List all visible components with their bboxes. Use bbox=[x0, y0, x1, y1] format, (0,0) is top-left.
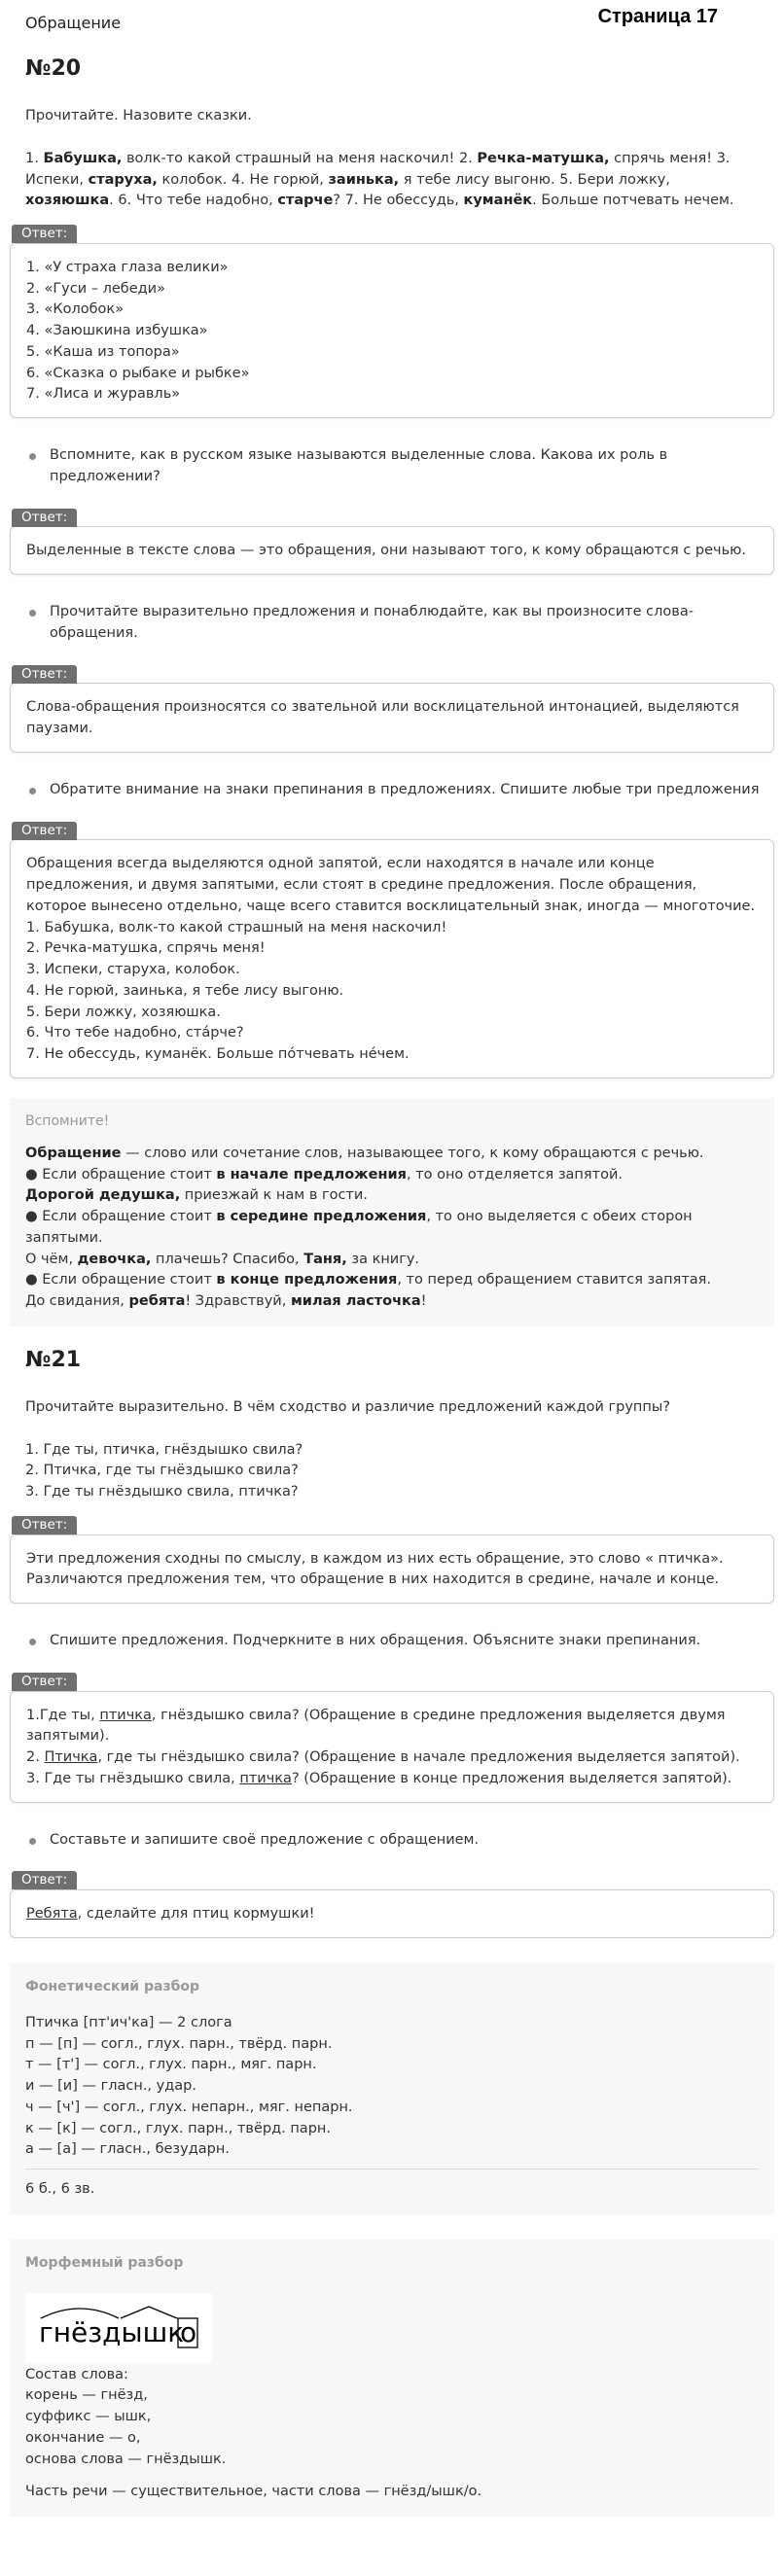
question-text: Прочитайте выразительно предложения и понаблюдайте, как вы произносите слова-обращения. bbox=[50, 604, 694, 641]
answer-line: Выделенные в тексте слова — это обращения, они называют того, к кому обращаются с речью. bbox=[26, 543, 746, 559]
morphemic-line: корень — гнёзд, bbox=[25, 2387, 148, 2404]
answer-box bbox=[10, 1691, 774, 1803]
top-bar bbox=[10, 0, 774, 43]
answer-line: 3. «Колобок» bbox=[26, 301, 125, 318]
morphemic-line: суффикс — ышк, bbox=[25, 2409, 152, 2424]
answer-line: 5. «Каша из топора» bbox=[26, 343, 180, 360]
morpheme-scheme-icon bbox=[31, 2297, 206, 2351]
phonetic-line: т — [т'] — согл., глух. парн., мяг. парн. bbox=[25, 2057, 317, 2073]
morphemic-title: Морфемный разбор bbox=[25, 2254, 184, 2271]
sentence: 3. Где ты гнёздышко свила, птичка? bbox=[25, 1484, 299, 1500]
answer-line: Обращения всегда выделяются одной запятой, если находятся в начале или конце предложения, и двумя запятыми, если стоят в средине предложения. После обращения, которое вынесено отдельно, чаще всего ставится восклицательный знак, иногда — многоточие. bbox=[26, 856, 756, 914]
remember-line: ● Если обращение стоит в середине предложения, то оно выделяется с обеих сторон запятыми. bbox=[25, 1209, 693, 1246]
answer-block bbox=[10, 224, 774, 418]
morphemic-line: Состав слова: bbox=[25, 2366, 128, 2382]
topic-title: Обращение bbox=[25, 14, 122, 32]
answer-box bbox=[10, 1535, 774, 1605]
question-text: Составьте и запишите своё предложение с обращением. bbox=[50, 1831, 480, 1848]
answer-line: 7. «Лиса и журавль» bbox=[26, 386, 181, 403]
question-text: Спишите предложения. Подчеркните в них обращения. Объясните знаки препинания. bbox=[50, 1633, 701, 1648]
question-bullet bbox=[29, 445, 774, 488]
phonetic-line: Птичка [пт'ич'ка] — 2 слога bbox=[25, 2014, 232, 2030]
phonetic-line: ч — [ч'] — согл., глух. непарн., мяг. непарн. bbox=[25, 2099, 353, 2115]
remember-line: До свидания, ребята! Здравствуй, милая ласточка! bbox=[25, 1293, 427, 1309]
morpheme-diagram bbox=[25, 2293, 212, 2363]
question-bullet bbox=[29, 1631, 774, 1652]
phonetic-title: Фонетический разбор bbox=[25, 1978, 200, 1994]
answer-line: 2. «Гуси – лебеди» bbox=[26, 280, 165, 297]
answer-line: 6. «Сказка о рыбаке и рыбке» bbox=[26, 365, 250, 381]
answer-label: Ответ: bbox=[12, 225, 77, 243]
answer-label: Ответ: bbox=[12, 509, 77, 527]
answer-line: 2. Речка-матушка, спрячь меня! bbox=[26, 940, 266, 957]
remember-block bbox=[10, 1098, 774, 1326]
morpheme-word: гнёздышк bbox=[39, 2315, 185, 2348]
morphemic-line: окончание — о, bbox=[25, 2429, 141, 2446]
question-bullet bbox=[29, 780, 774, 801]
answer-box bbox=[10, 243, 774, 418]
bullet-icon bbox=[29, 788, 36, 794]
remember-line: Дорогой дедушка, приезжай к нам в гости. bbox=[25, 1187, 368, 1204]
question-bullet bbox=[29, 1830, 774, 1852]
answer-label: Ответ: bbox=[12, 822, 77, 840]
answer-label: Ответ: bbox=[12, 665, 77, 684]
exercise-20-title: №20 bbox=[25, 56, 82, 81]
sentence: 2. Птичка, где ты гнёздышко свила? bbox=[25, 1463, 299, 1479]
phonetic-analysis bbox=[10, 1963, 774, 2214]
phonetic-line: а — [а] — гласн., безударн. bbox=[25, 2141, 230, 2158]
bullet-icon bbox=[29, 1838, 36, 1845]
phonetic-line: к — [к] — согл., глух. парн., твёрд. парн. bbox=[25, 2120, 331, 2136]
bullet-icon bbox=[29, 1639, 36, 1645]
answer-block bbox=[10, 821, 774, 1078]
exercise-20-task: Прочитайте. Назовите сказки. bbox=[25, 108, 252, 124]
answer-line: Ребята, сделайте для птиц кормушки! bbox=[26, 1906, 315, 1922]
exercise-21-title: №21 bbox=[25, 1347, 82, 1372]
morphemic-line: основа слова — гнёздышк. bbox=[25, 2451, 227, 2467]
exercise-20-text: 1. Бабушка, волк-то какой страшный на меня наскочил! 2. Речка-матушка, спрячь меня! 3. Испеки, старуха, колобок. 4. Не горюй, заинька, я тебе лису выгоню. 5. Бери ложку, хозяюшка. 6. Что тебе надобно, старче? 7. Не обессудь, куманёк. Больше потчевать нечем. bbox=[25, 150, 734, 209]
bullet-icon bbox=[29, 610, 36, 617]
answer-box bbox=[10, 526, 774, 575]
answer-block bbox=[10, 1515, 774, 1604]
bullet-icon bbox=[29, 453, 36, 460]
answer-line: 3. Испеки, старуха, колобок. bbox=[26, 962, 240, 977]
question-text: Обратите внимание на знаки препинания в предложениях. Спишите любые три предложения bbox=[50, 781, 760, 797]
answer-line: 2. Птичка, где ты гнёздышко свила? (Обращение в начале предложения выделяется запятой). bbox=[26, 1749, 740, 1765]
phonetic-summary: 6 б., 6 зв. bbox=[25, 2181, 95, 2197]
remember-line: ● Если обращение стоит в начале предложения, то оно отделяется запятой. bbox=[25, 1166, 623, 1182]
answer-label: Ответ: bbox=[12, 1673, 77, 1691]
morphemic-analysis bbox=[10, 2240, 774, 2517]
answer-line: 5. Бери ложку, хозяюшка. bbox=[26, 1004, 221, 1020]
answer-box bbox=[10, 1889, 774, 1938]
answer-line: Эти предложения сходны по смыслу, в каждом из них есть обращение, это слово « птичка». Различаются предложения тем, что обращение в них находится в средине, начале и конце. bbox=[26, 1550, 724, 1588]
answer-block bbox=[10, 1672, 774, 1803]
answer-line: 4. «Заюшкина избушка» bbox=[26, 323, 208, 338]
exercise-21-task: Прочитайте выразительно. В чём сходство и различие предложений каждой группы? bbox=[25, 1398, 671, 1415]
remember-line: ● Если обращение стоит в конце предложения, то перед обращением ставится запятая. bbox=[25, 1272, 711, 1288]
answer-label: Ответ: bbox=[12, 1516, 77, 1535]
answer-line: 1. «У страха глаза велики» bbox=[26, 259, 229, 275]
morpheme-ending: о bbox=[180, 2315, 197, 2348]
phonetic-line: и — [и] — гласн., удар. bbox=[25, 2078, 196, 2094]
answer-line: 1.Где ты, птичка, гнёздышко свила? (Обращение в средине предложения выделяется двумя запятыми). bbox=[26, 1707, 726, 1745]
answer-label: Ответ: bbox=[12, 1871, 77, 1889]
remember-title: Вспомните! bbox=[25, 1112, 110, 1129]
answer-line: 1. Бабушка, волк-то какой страшный на меня наскочил! bbox=[26, 919, 447, 935]
answer-line: Слова-обращения произносятся со звательной или восклицательной интонацией, выделяются паузами. bbox=[26, 699, 739, 736]
page-number: Страница 17 bbox=[597, 6, 718, 27]
divider bbox=[25, 2169, 759, 2170]
sentence: 1. Где ты, птичка, гнёздышко свила? bbox=[25, 1441, 303, 1458]
phonetic-line: п — [п] — согл., глух. парн., твёрд. парн. bbox=[25, 2035, 333, 2052]
remember-line: О чём, девочка, плачешь? Спасибо, Таня, за книгу. bbox=[25, 1251, 420, 1267]
morphemic-summary: Часть речи — существительное, части слова — гнёзд/ышк/о. bbox=[25, 2484, 482, 2500]
answer-block bbox=[10, 664, 774, 753]
answer-box bbox=[10, 683, 774, 753]
answer-block bbox=[10, 508, 774, 576]
exercise-21-sentences bbox=[25, 1440, 774, 1503]
question-bullet bbox=[29, 602, 774, 645]
answer-line: 7. Не обессудь, куманёк. Больше по́тчевать не́чем. bbox=[26, 1046, 410, 1062]
answer-line: 4. Не горюй, заинька, я тебе лису выгоню. bbox=[26, 982, 344, 999]
question-text: Вспомните, как в русском языке называются выделенные слова. Какова их роль в предложении? bbox=[50, 447, 668, 484]
remember-line: Обращение — слово или сочетание слов, называющее того, к кому обращаются с речью. bbox=[25, 1145, 704, 1161]
answer-line: 3. Где ты гнёздышко свила, птичка? (Обращение в конце предложения выделяется запятой). bbox=[26, 1770, 732, 1786]
answer-box bbox=[10, 839, 774, 1078]
answer-line: 6. Что тебе надобно, ста́рче? bbox=[26, 1025, 244, 1041]
answer-block bbox=[10, 1870, 774, 1938]
